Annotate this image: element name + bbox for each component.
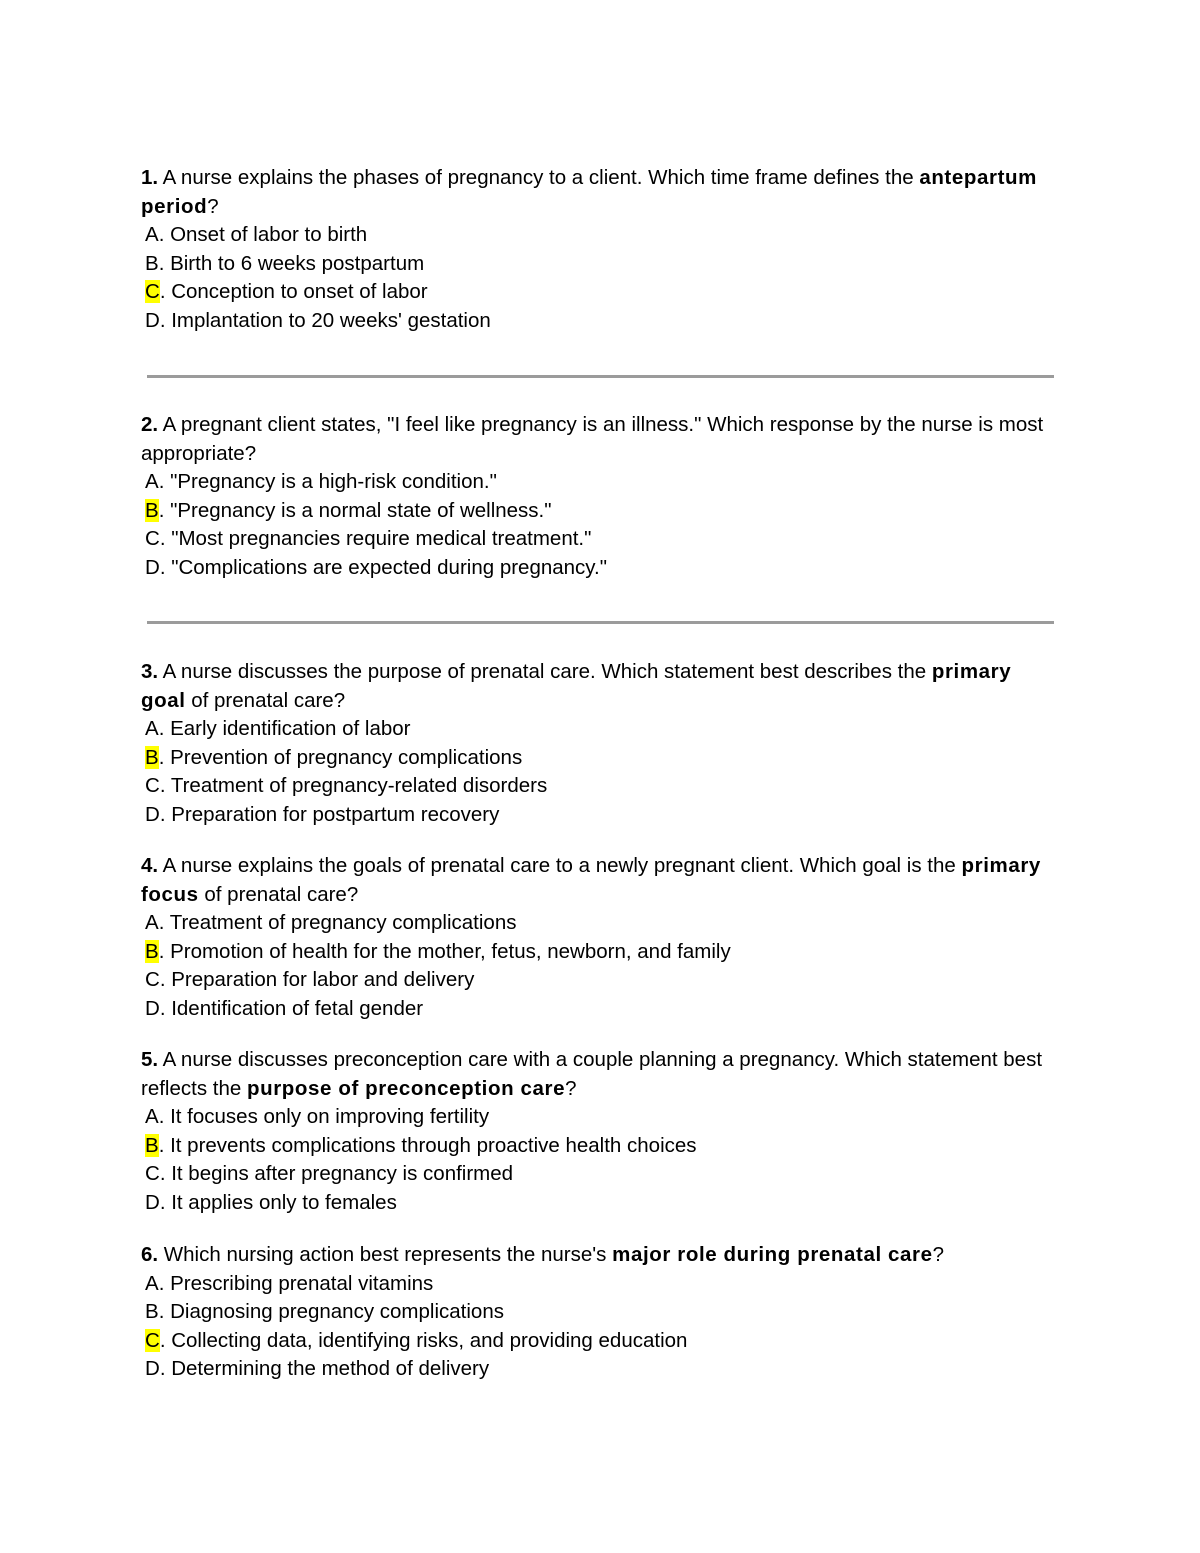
option-d [141,1355,1061,1384]
option-text: . Early identification of labor [158,717,411,741]
option-c [141,772,1061,801]
option-letter: C [145,774,160,798]
stem-text-end: ? [565,1076,577,1100]
stem-text: A pregnant client states, "I feel like pregnancy is an illness." Which response by the nurse is most appropriate? [141,413,1044,465]
option-text: . It begins after pregnancy is confirmed [159,1162,514,1186]
option-text: . Preparation for postpartum recovery [159,802,500,826]
option-letter-correct-highlight: C [145,1328,160,1352]
answer-options [141,1103,1061,1217]
option-d [141,554,1061,583]
option-text: . Prescribing prenatal vitamins [158,1271,434,1295]
question-number: 2. [141,413,159,436]
question-number: 6. [141,1243,159,1266]
option-letter: D [145,1357,160,1381]
stem-text: A nurse discusses the purpose of prenatal care. Which statement best describes the [158,660,932,683]
option-text: . It applies only to females [159,1190,397,1214]
option-text: . Diagnosing pregnancy complications [158,1300,504,1324]
stem-emphasis: purpose of preconception care [246,1076,566,1100]
answer-options [141,221,1061,335]
option-text: . Prevention of pregnancy complications [158,745,523,769]
option-letter: A [145,911,159,935]
question-stem [141,852,1061,909]
option-letter: C [145,527,160,551]
option-a [141,221,1061,250]
option-letter-correct-highlight: B [145,498,159,522]
option-letter: D [145,308,160,332]
option-c [141,525,1061,554]
option-letter: D [145,1190,160,1214]
stem-text-end: ? [207,194,219,218]
option-text: . Conception to onset of labor [159,280,428,304]
option-letter: B [145,251,159,275]
option-letter: A [145,717,159,741]
option-letter-correct-highlight: B [145,1133,159,1157]
option-letter: C [145,1162,160,1186]
question-stem [141,658,1061,715]
option-letter-correct-highlight: B [145,745,159,769]
horizontal-divider [147,375,1054,378]
option-letter: A [145,470,159,494]
question-4 [141,852,1061,1024]
question-6 [141,1241,1061,1384]
stem-text-end: of prenatal care? [198,882,359,906]
answer-options [141,909,1061,1023]
option-text: . Promotion of health for the mother, fetus, newborn, and family [158,939,731,963]
option-a [141,1270,1061,1299]
option-letter: D [145,802,160,826]
option-text: . Treatment of pregnancy-related disorders [159,774,548,798]
option-a [141,715,1061,744]
question-stem [141,1241,1061,1270]
question-stem [141,411,1061,468]
option-letter: D [145,555,160,579]
option-text: . Implantation to 20 weeks' gestation [159,308,491,332]
option-d [141,1189,1061,1218]
option-text: . It focuses only on improving fertility [158,1105,490,1129]
question-5 [141,1046,1061,1218]
option-text: . Birth to 6 weeks postpartum [158,251,425,275]
option-a [141,1103,1061,1132]
option-c [141,1160,1061,1189]
option-letter: B [145,1300,159,1324]
option-letter: A [145,1105,159,1129]
stem-text: A nurse explains the goals of prenatal care to a newly pregnant client. Which goal is the [158,854,962,877]
question-stem [141,1046,1061,1103]
stem-text-end: ? [932,1243,945,1266]
question-stem [141,164,1061,221]
option-text: . Onset of labor to birth [158,223,368,247]
option-text: . "Complications are expected during pregnancy." [159,555,608,579]
option-a [141,468,1061,497]
question-2 [141,411,1061,583]
answer-options [141,1270,1061,1384]
option-b [141,1132,1061,1161]
option-text: . "Most pregnancies require medical treatment." [159,527,592,551]
option-b [141,497,1061,526]
option-text: . "Pregnancy is a normal state of wellness." [158,498,552,522]
question-1 [141,164,1061,336]
stem-text: A nurse explains the phases of pregnancy to a client. Which time frame defines the [158,166,920,189]
option-text: . Treatment of pregnancy complications [158,911,517,935]
option-b [141,744,1061,773]
option-d [141,995,1061,1024]
option-letter-correct-highlight: C [145,280,160,304]
option-d [141,801,1061,830]
option-d [141,307,1061,336]
option-text: . Preparation for labor and delivery [159,968,475,992]
option-text: . It prevents complications through proactive health choices [158,1133,697,1157]
option-b [141,1298,1061,1327]
stem-text: A nurse discusses preconception care with a couple planning a pregnancy. Which statement best reflects the [141,1048,1043,1100]
horizontal-divider [147,621,1054,624]
option-text: . Collecting data, identifying risks, and providing education [159,1328,688,1352]
option-letter: A [145,223,159,247]
answer-options [141,715,1061,829]
option-c [141,966,1061,995]
option-b [141,250,1061,279]
option-letter-correct-highlight: B [145,939,159,963]
question-number: 3. [141,660,159,683]
question-number: 4. [141,854,159,877]
stem-text-end: of prenatal care? [185,688,346,712]
option-text: . "Pregnancy is a high-risk condition." [158,470,497,494]
question-number: 1. [141,166,159,189]
stem-emphasis: primary focus [141,854,1041,906]
option-b [141,938,1061,967]
option-text: . Identification of fetal gender [159,996,424,1020]
answer-options [141,468,1061,582]
option-letter: A [145,1271,159,1295]
stem-text: Which nursing action best represents the nurse's [158,1243,613,1266]
option-letter: C [145,968,160,992]
option-a [141,909,1061,938]
stem-emphasis: antepartum period [141,166,1037,218]
question-number: 5. [141,1048,159,1071]
option-text: . Determining the method of delivery [159,1357,490,1381]
question-3 [141,658,1061,830]
stem-emphasis: major role during prenatal care [612,1243,933,1266]
option-letter: D [145,996,160,1020]
option-c [141,1327,1061,1356]
stem-emphasis: primary goal [141,660,1012,712]
option-c [141,278,1061,307]
